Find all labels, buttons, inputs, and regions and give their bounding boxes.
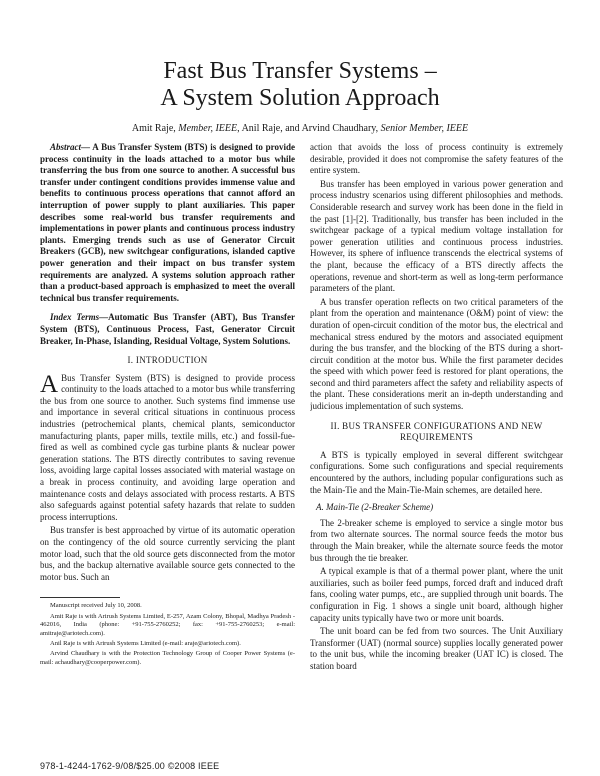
- footnote-1: Manuscript received July 10, 2008.: [50, 602, 142, 610]
- author-line: [0, 123, 600, 134]
- author-1: Amit Raje,: [131, 123, 179, 134]
- right-paragraph-0: action that avoids the loss of process continuity is extremely desirable, provided it does not compromise the safety features of the entire system.: [310, 142, 563, 176]
- right-paragraph-4: The 2-breaker scheme is employed to service a single motor bus from two alternate sources. The normal source feeds the motor bus through the Main breaker, while the alternate source feeds the motor bus through the tie breaker.: [310, 517, 563, 563]
- right-paragraph-5: A typical example is that of a thermal power plant, where the unit auxiliaries, such as boiler feed pumps, forced draft and induced draft fans, cooling water pumps, etc., are supplied through unit boards. The configuration in Fig. 1 shows a single unit board, although higher capacity units typically have two or more unit boards.: [310, 566, 563, 623]
- footnote-3: Anil Raje is with Arirush Systems Limited (e-mail: araje@ariotech.com).: [50, 640, 241, 647]
- abstract-text: — A Bus Transfer System (BTS) is designed to provide process continuity in the loads attached to a motor bus while transferring the bus from one source to another. A successful bus transfer under contingent conditions provides immense value and benefits to continuous process operations that cannot afford an interruption of power supply to plant auxiliaries. This paper describes some real-world bus transfer requirements and implementations in power plants and continuous process industry plants. Emerging trends such as use of Generator Circuit Breakers (GCB), new switchgear configurations, islanded captive power generation and their impact on bus transfer system requirements are analyzed. A systems solution approach rather than a product-based approach is emphasized to meet the overall technical bus transfer requirements.: [40, 142, 295, 303]
- left-column: [40, 142, 295, 754]
- index-terms: [40, 312, 295, 347]
- subsection-a-heading: A. Main-Tie (2-Breaker Scheme): [316, 502, 434, 513]
- author-3-role: Senior Member, IEEE: [380, 123, 469, 134]
- right-paragraph-2: A bus transfer operation reflects on two critical parameters of the plant from the operation and maintenance (O&M) point of view: the duration of open-circuit condition of the motor bus, the electrical and mechanical stress endured by the motors and associated equipment during the bus transfer, and the blocking of the BTS during a short-circuit condition at the motor bus. While the first parameter decides the speed with which power feed is restored for plant operations, the second and third parameters affect the safety and reliability aspects of the plant. These considerations merit an in-depth understanding and judicious implementation of such systems.: [310, 296, 563, 412]
- title-line-2: A System Solution Approach: [160, 85, 440, 111]
- section-2-heading: II. BUS TRANSFER CONFIGURATIONS AND NEW REQUIREMENTS: [330, 420, 543, 443]
- paper-title: [0, 58, 600, 112]
- index-terms-label: Index Terms: [50, 312, 100, 323]
- author-1-role: Member, IEEE: [178, 123, 238, 134]
- index-terms-text: —Automatic Bus Transfer (ABT), Bus Transfer System (BTS), Continuous Process, Fast, Generator Circuit Breaker, In-Phase, Islanding, Residual Voltage, System Solutions.: [40, 312, 295, 346]
- drop-cap: A: [40, 370, 59, 398]
- author-2-3: , Anil Raje, and Arvind Chaudhary,: [237, 123, 381, 134]
- intro-paragraph-1: [40, 370, 295, 524]
- section-1-heading: I. INTRODUCTION: [127, 355, 208, 366]
- abstract: [40, 142, 295, 304]
- right-column: [310, 142, 563, 774]
- footnote-rule: [40, 597, 120, 598]
- footnote-4: Arvind Chaudhary is with the Protection Technology Group of Cooper Power Systems (e-mail: achaudhary@cooperpower.com).: [40, 650, 295, 666]
- intro-paragraph-2: Bus transfer is best approached by virtue of its automatic operation on the contingency of the old source currently servicing the plant motor load, such that the old source gets disconnected from the motor bus, and the backup alternative available source gets connected to the motor bus. Such an: [40, 525, 295, 582]
- intro-paragraph-1-text: Bus Transfer System (BTS) is designed to provide process continuity to the loads attached to a motor bus while transferring the bus from one source to another. Such systems find immense use and importance in several critical situations in continuous process industries (petrochemical plants, chemical plants, semiconductor manufacturing plants, paper mills, textile mills, etc.) and fossil-fue-fired as well as combined cycle gas turbine plants & nuclear power generation stations. The BTS directly contributes to saving revenue loss, avoiding large capital losses associated with material wastage on a break in process continuity, and avoiding large operation and maintenance costs and delays associated with process restarts. A BTS also safeguards against potential safety hazards that relate to sudden process interruptions.: [40, 372, 295, 522]
- abstract-label: Abstract: [50, 142, 82, 152]
- footnote-2: Amit Raje is with Arirush Systems Limited, E-257, Azam Colony, Bhopal, Madhya Pradesh - 462016, India (phone: +91-755-2760252; fax: +91-755-2760253; e-mail: amitraje@ariotech.com).: [40, 612, 295, 637]
- right-paragraph-1: Bus transfer has been employed in various power generation and process industry scenarios using different philosophies and methods. Considerable research and survey work has been done in the field in the past [1]-[2]. Traditionally, bus transfer has been included in the switchgear package of a typical medium voltage installation for power generation utilities and continuous process industries. However, its sphere of influence transcends the electrical systems of the plant, because the efficacy of a BTS directly affects the operations, revenue and short-term as well as long-term performance parameters of the plant.: [310, 178, 563, 294]
- isbn-line: 978-1-4244-1762-9/08/$25.00 ©2008 IEEE: [40, 761, 220, 771]
- title-line-1: Fast Bus Transfer Systems –: [163, 58, 437, 84]
- right-paragraph-3: A BTS is typically employed in several different switchgear configurations. Some such configurations and special requirements encountered by the authors, including popular configurations such as the Main-Tie and the Main-Tie-Main schemes, are detailed here.: [310, 449, 563, 495]
- right-paragraph-6: The unit board can be fed from two sources. The Unit Auxiliary Transformer (UAT) (normal source) supplies locally generated power to the unit bus, while the incoming breaker (UAT IC) is closed. The station board: [310, 626, 563, 671]
